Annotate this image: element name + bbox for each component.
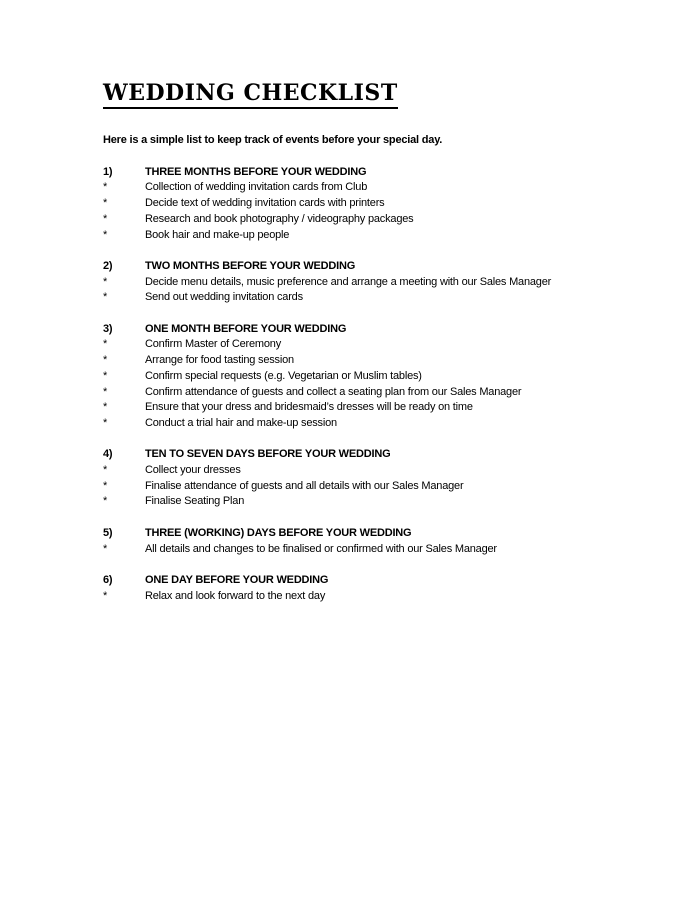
section-heading: TWO MONTHS BEFORE YOUR WEDDING: [145, 259, 356, 272]
section-number: 3): [103, 322, 113, 335]
checklist-item-text: Ensure that your dress and bridesmaid’s dresses will be ready on time: [145, 401, 473, 414]
section-heading-row: [103, 447, 636, 463]
bullet-asterisk: *: [103, 228, 108, 241]
checklist-item-text: Collection of wedding invitation cards from Club: [145, 181, 368, 194]
bullet-asterisk: *: [103, 589, 108, 602]
checklist-item: [103, 416, 636, 432]
checklist-item-text: Collect your dresses: [145, 464, 241, 477]
checklist-item-text: Relax and look forward to the next day: [145, 589, 326, 602]
checklist-item: [103, 542, 636, 558]
section-one-day: [103, 573, 636, 604]
section-one-month: [103, 322, 636, 432]
checklist-item-text: Confirm Master of Ceremony: [145, 338, 282, 351]
checklist-item: [103, 479, 636, 495]
bullet-asterisk: *: [103, 197, 108, 210]
bullet-asterisk: *: [103, 495, 108, 508]
checklist-item-text: Confirm special requests (e.g. Vegetarian or Muslim tables): [145, 369, 422, 382]
bullet-asterisk: *: [103, 181, 108, 194]
section-heading-row: [103, 165, 636, 181]
section-ten-to-seven-days: [103, 447, 636, 510]
section-number: 5): [103, 526, 113, 539]
bullet-asterisk: *: [103, 291, 108, 304]
section-heading: THREE (WORKING) DAYS BEFORE YOUR WEDDING: [145, 526, 412, 539]
checklist-item: [103, 196, 636, 212]
section-heading: ONE MONTH BEFORE YOUR WEDDING: [145, 322, 347, 335]
bullet-asterisk: *: [103, 369, 108, 382]
bullet-asterisk: *: [103, 212, 108, 225]
bullet-asterisk: *: [103, 275, 108, 288]
section-number: 6): [103, 573, 113, 586]
bullet-asterisk: *: [103, 401, 108, 414]
checklist-item: [103, 494, 636, 510]
checklist-item-text: Book hair and make-up people: [145, 228, 290, 241]
bullet-asterisk: *: [103, 385, 108, 398]
section-heading-row: [103, 573, 636, 589]
bullet-asterisk: *: [103, 338, 108, 351]
checklist-item-text: Confirm attendance of guests and collect a seating plan from our Sales Manager: [145, 385, 522, 398]
bullet-asterisk: *: [103, 479, 108, 492]
section-number: 4): [103, 448, 113, 461]
checklist-item: [103, 400, 636, 416]
page-title: WEDDING CHECKLIST: [103, 80, 398, 109]
checklist-item-text: Decide menu details, music preference and arrange a meeting with our Sales Manager: [145, 275, 552, 288]
checklist-item-text: Conduct a trial hair and make-up session: [145, 416, 337, 429]
bullet-asterisk: *: [103, 354, 108, 367]
checklist-item: [103, 290, 636, 306]
intro-text: Here is a simple list to keep track of events before your special day.: [103, 134, 443, 146]
checklist-item-text: All details and changes to be finalised or confirmed with our Sales Manager: [145, 542, 497, 555]
checklist-item: [103, 212, 636, 228]
checklist-item: [103, 353, 636, 369]
checklist-item: [103, 337, 636, 353]
bullet-asterisk: *: [103, 542, 108, 555]
checklist-item: [103, 463, 636, 479]
checklist-item-text: Finalise attendance of guests and all details with our Sales Manager: [145, 479, 464, 492]
section-heading: THREE MONTHS BEFORE YOUR WEDDING: [145, 165, 367, 178]
checklist-item: [103, 228, 636, 244]
section-two-months: [103, 259, 636, 306]
bullet-asterisk: *: [103, 416, 108, 429]
section-three-working-days: [103, 526, 636, 557]
section-heading: ONE DAY BEFORE YOUR WEDDING: [145, 573, 329, 586]
section-heading: TEN TO SEVEN DAYS BEFORE YOUR WEDDING: [145, 448, 391, 461]
section-number: 2): [103, 259, 113, 272]
checklist-item-text: Finalise Seating Plan: [145, 495, 245, 508]
checklist-item: [103, 180, 636, 196]
checklist-item-text: Research and book photography / videography packages: [145, 212, 414, 225]
title-wrap: [103, 80, 636, 109]
section-heading-row: [103, 322, 636, 338]
section-heading-row: [103, 259, 636, 275]
checklist-item: [103, 385, 636, 401]
section-number: 1): [103, 165, 113, 178]
checklist-item: [103, 275, 636, 291]
section-heading-row: [103, 526, 636, 542]
checklist-item: [103, 589, 636, 605]
checklist-item-text: Decide text of wedding invitation cards with printers: [145, 197, 385, 210]
checklist-item-text: Send out wedding invitation cards: [145, 291, 303, 304]
bullet-asterisk: *: [103, 464, 108, 477]
section-three-months: [103, 165, 636, 244]
checklist-item: [103, 369, 636, 385]
checklist-item-text: Arrange for food tasting session: [145, 354, 294, 367]
